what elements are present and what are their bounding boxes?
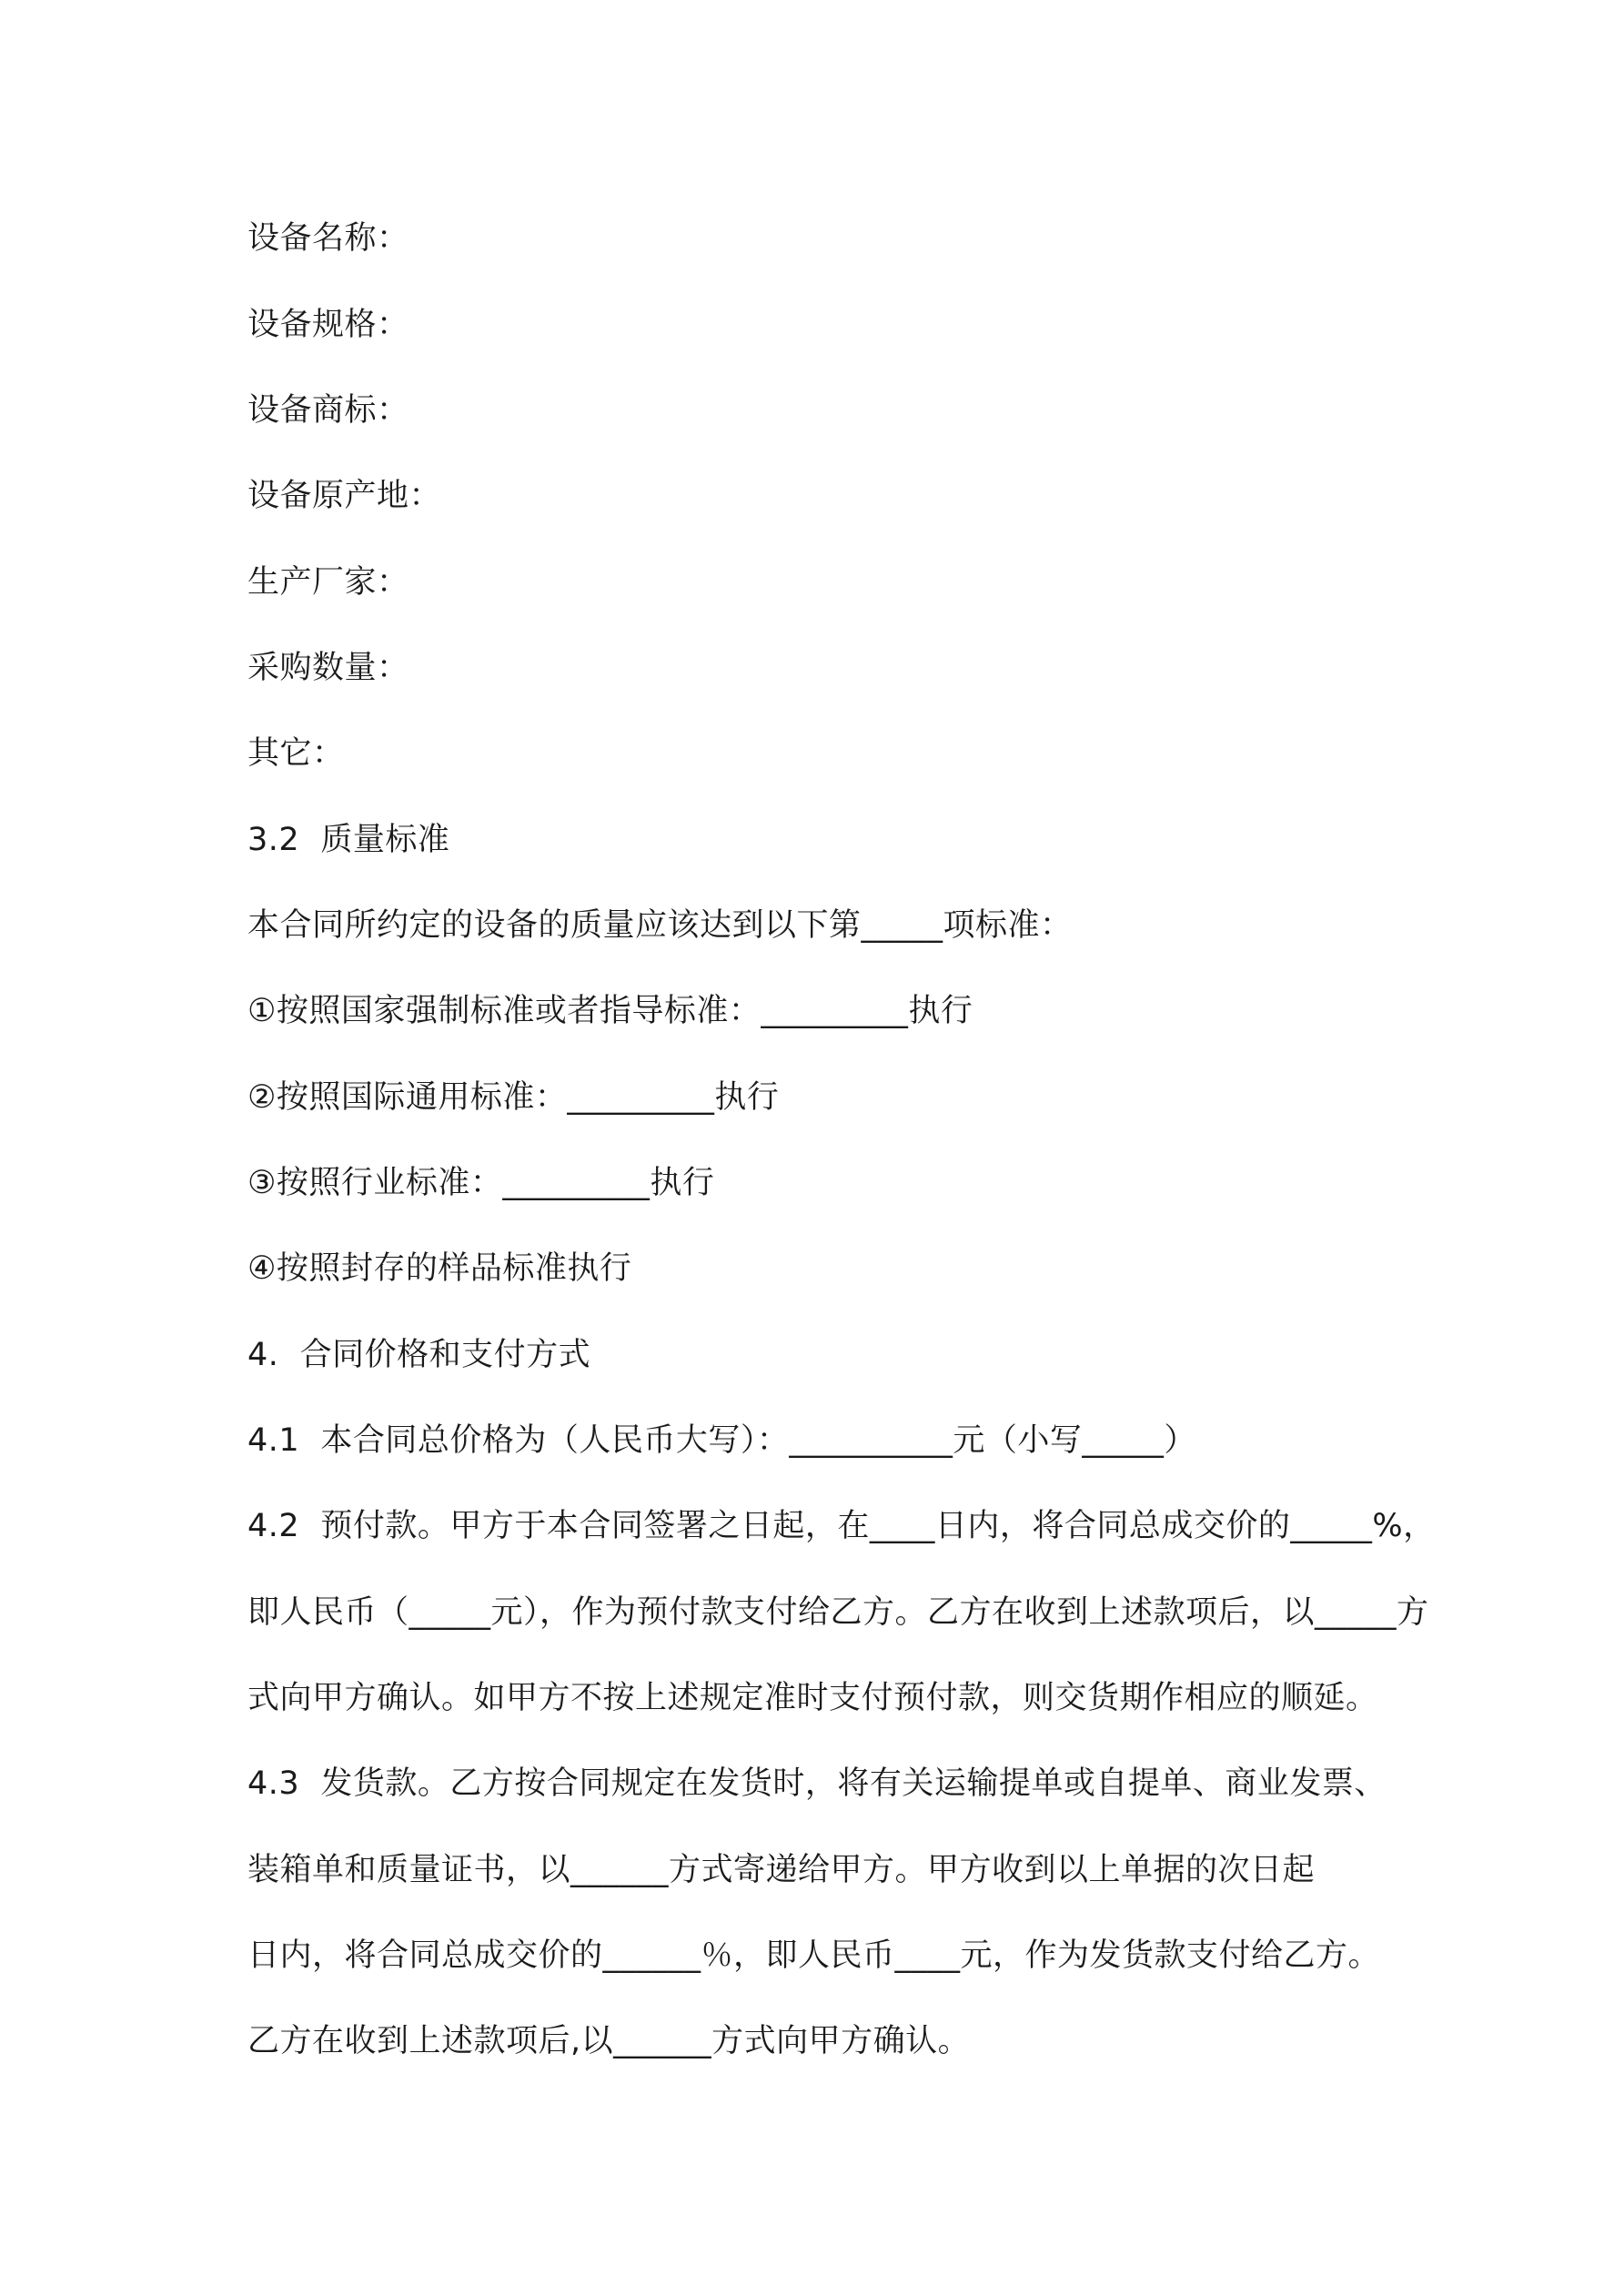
clause-4-3-line-1: 4.3 发货款。乙方按合同规定在发货时，将有关运输提单或自提单、商业发票、: [247, 1765, 1387, 1802]
clause-4-3-line-3: 日内，将合同总成交价的______％，即人民币____元，作为发货款支付给乙方。: [247, 1937, 1381, 1974]
section-heading-price: 4. 合同价格和支付方式: [247, 1337, 591, 1373]
clause-4-2-line-2: 即人民币（_____元），作为预付款支付给乙方。乙方在收到上述款项后，以_____方: [247, 1594, 1429, 1631]
list-item-standard-3: ③按照行业标准：_________执行: [247, 1165, 715, 1201]
field-manufacturer: 生产厂家：: [247, 564, 409, 601]
field-equipment-origin: 设备原产地：: [247, 478, 442, 514]
section-heading-quality: 3.2 质量标准: [247, 822, 450, 858]
clause-4-2-line-3: 式向甲方确认。如甲方不按上述规定准时支付预付款，则交货期作相应的顺延。: [247, 1680, 1378, 1716]
clause-4-3-line-2: 装箱单和质量证书，以______方式寄递给甲方。甲方收到以上单据的次日起: [247, 1852, 1316, 1888]
field-equipment-name: 设备名称：: [247, 220, 409, 257]
field-equipment-brand: 设备商标：: [247, 392, 409, 429]
list-item-standard-2: ②按照国际通用标准：_________执行: [247, 1079, 780, 1116]
list-item-standard-4: ④按照封存的样品标准执行: [247, 1250, 632, 1287]
field-purchase-quantity: 采购数量：: [247, 650, 409, 686]
clause-4-3-line-4: 乙方在收到上述款项后,以______方式向甲方确认。: [247, 2023, 971, 2059]
field-equipment-spec: 设备规格：: [247, 307, 409, 343]
list-item-standard-1: ①按照国家强制标准或者指导标准：_________执行: [247, 993, 973, 1029]
clause-4-2-line-1: 4.2 预付款。甲方于本合同签署之日起，在____日内，将合同总成交价的_____%，: [247, 1508, 1436, 1544]
clause-4-1: 4.1 本合同总价格为（人民币大写）：__________元（小写_____）: [247, 1422, 1196, 1459]
paragraph-line: 本合同所约定的设备的质量应该达到以下第_____项标准：: [247, 907, 1073, 944]
field-other: 其它：: [247, 735, 345, 772]
